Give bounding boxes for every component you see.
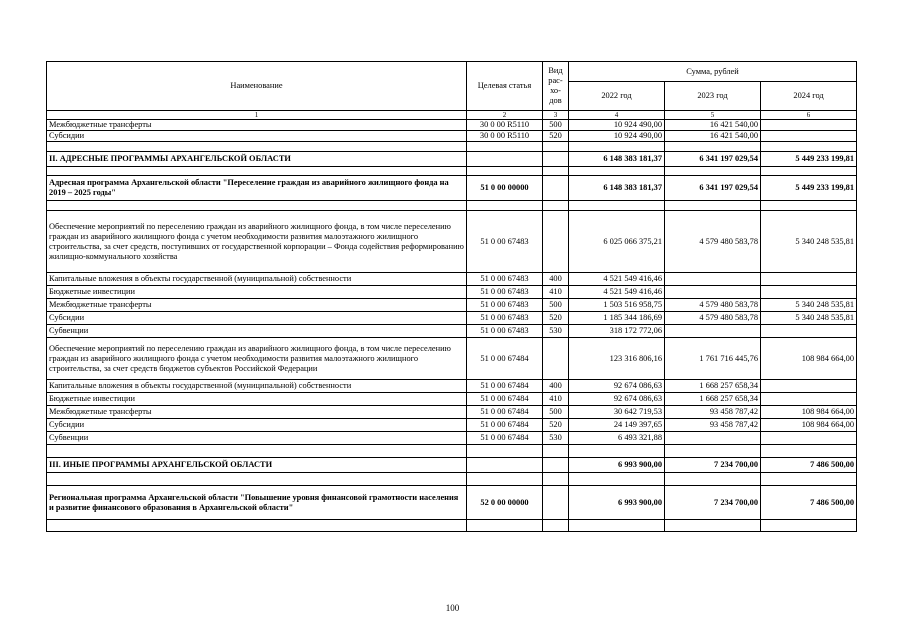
table-row xyxy=(47,131,857,142)
table-row xyxy=(47,299,857,312)
header-year-2023: 2023 год xyxy=(665,82,761,111)
row-sum-2023: 4 579 480 583,78 xyxy=(665,312,761,325)
table-row xyxy=(47,380,857,393)
row-sum-2023: 1 668 257 658,34 xyxy=(665,393,761,406)
row-expense-type xyxy=(543,201,569,211)
row-target-article: 51 0 00 67484 xyxy=(467,380,543,393)
row-sum-2022: 1 503 516 958,75 xyxy=(569,299,665,312)
row-target-article xyxy=(467,445,543,458)
row-sum-2022: 123 316 806,16 xyxy=(569,338,665,380)
row-name: Субсидии xyxy=(47,419,467,432)
row-sum-2024 xyxy=(761,286,857,299)
row-sum-2024 xyxy=(761,142,857,152)
row-expense-type: 500 xyxy=(543,120,569,131)
row-target-article: 51 0 00 67483 xyxy=(467,273,543,286)
row-expense-type xyxy=(543,445,569,458)
row-sum-2023: 1 761 716 445,76 xyxy=(665,338,761,380)
row-sum-2022: 6 025 066 375,21 xyxy=(569,211,665,273)
table-row xyxy=(47,406,857,419)
table-row xyxy=(47,286,857,299)
row-name: Региональная программа Архангельской области "Повышение уровня финансовой грамотности населения и развитие финансового образования в Архангельской области" xyxy=(47,486,467,520)
row-sum-2022: 6 493 321,88 xyxy=(569,432,665,445)
table-row xyxy=(47,458,857,473)
row-sum-2022 xyxy=(569,445,665,458)
header-row-1 xyxy=(47,62,857,82)
row-sum-2024: 5 449 233 199,81 xyxy=(761,152,857,167)
row-expense-type: 520 xyxy=(543,131,569,142)
row-name: Бюджетные инвестиции xyxy=(47,286,467,299)
row-expense-type xyxy=(543,142,569,152)
row-target-article xyxy=(467,142,543,152)
row-expense-type xyxy=(543,211,569,273)
table-row xyxy=(47,201,857,211)
row-sum-2022 xyxy=(569,142,665,152)
row-sum-2024: 5 340 248 535,81 xyxy=(761,312,857,325)
row-sum-2022: 6 148 383 181,37 xyxy=(569,152,665,167)
row-expense-type xyxy=(543,152,569,167)
row-target-article xyxy=(467,167,543,176)
row-expense-type: 520 xyxy=(543,312,569,325)
col-index: 4 xyxy=(569,111,665,120)
row-sum-2023 xyxy=(665,286,761,299)
row-sum-2024 xyxy=(761,380,857,393)
row-sum-2023: 16 421 540,00 xyxy=(665,120,761,131)
table-row xyxy=(47,167,857,176)
row-sum-2023: 93 458 787,42 xyxy=(665,419,761,432)
row-name: Капитальные вложения в объекты государственной (муниципальной) собственности xyxy=(47,380,467,393)
row-target-article: 51 0 00 67483 xyxy=(467,211,543,273)
row-expense-type xyxy=(543,338,569,380)
row-sum-2022: 10 924 490,00 xyxy=(569,131,665,142)
row-name: Субвенции xyxy=(47,432,467,445)
row-sum-2023: 93 458 787,42 xyxy=(665,406,761,419)
row-sum-2023: 7 234 700,00 xyxy=(665,486,761,520)
row-sum-2023: 4 579 480 583,78 xyxy=(665,299,761,312)
row-sum-2024 xyxy=(761,432,857,445)
row-name xyxy=(47,142,467,152)
header-name: Наименование xyxy=(47,62,467,111)
row-sum-2023: 6 341 197 029,54 xyxy=(665,152,761,167)
table-row xyxy=(47,211,857,273)
row-expense-type xyxy=(543,167,569,176)
row-target-article: 51 0 00 00000 xyxy=(467,176,543,201)
row-expense-type: 400 xyxy=(543,380,569,393)
row-sum-2022: 4 521 549 416,46 xyxy=(569,273,665,286)
row-target-article: 51 0 00 67484 xyxy=(467,393,543,406)
row-target-article: 51 0 00 67483 xyxy=(467,286,543,299)
row-sum-2024: 5 340 248 535,81 xyxy=(761,299,857,312)
header-expense-type: Вид рас-хо-дов xyxy=(543,62,569,111)
header-sum: Сумма, рублей xyxy=(569,62,857,82)
table-row xyxy=(47,486,857,520)
row-target-article: 30 0 00 R5110 xyxy=(467,131,543,142)
row-name xyxy=(47,167,467,176)
table-row xyxy=(47,393,857,406)
row-name: Обеспечение мероприятий по переселению граждан из аварийного жилищного фонда, в том числе переселению граждан из аварийного жилищного фонда с учетом необходимости развития малоэтажного жилищного строительства, за счет средств, поступивших от государственной корпорации – Фонда содействия реформированию жилищно-коммунального хозяйства xyxy=(47,211,467,273)
column-index-row xyxy=(47,111,857,120)
table-row xyxy=(47,120,857,131)
row-sum-2022: 318 172 772,06 xyxy=(569,325,665,338)
row-sum-2024: 108 984 664,00 xyxy=(761,338,857,380)
row-sum-2024 xyxy=(761,120,857,131)
row-expense-type: 530 xyxy=(543,325,569,338)
col-index: 3 xyxy=(543,111,569,120)
row-sum-2024 xyxy=(761,167,857,176)
table-row xyxy=(47,419,857,432)
table-row xyxy=(47,473,857,486)
row-expense-type: 400 xyxy=(543,273,569,286)
row-sum-2024 xyxy=(761,273,857,286)
table-row xyxy=(47,445,857,458)
col-index: 5 xyxy=(665,111,761,120)
row-target-article: 51 0 00 67484 xyxy=(467,432,543,445)
row-sum-2024: 108 984 664,00 xyxy=(761,419,857,432)
row-name: Обеспечение мероприятий по переселению граждан из аварийного жилищного фонда, в том числе переселению граждан из аварийного жилищного фонда с учетом необходимости развития малоэтажного жилищного строительства, за счет средств бюджетов субъектов Российской Федерации xyxy=(47,338,467,380)
row-target-article: 51 0 00 67483 xyxy=(467,312,543,325)
row-expense-type xyxy=(543,458,569,473)
row-sum-2022 xyxy=(569,473,665,486)
table-row xyxy=(47,273,857,286)
row-sum-2024 xyxy=(761,520,857,532)
row-name: II. АДРЕСНЫЕ ПРОГРАММЫ АРХАНГЕЛЬСКОЙ ОБЛАСТИ xyxy=(47,152,467,167)
row-name: Субсидии xyxy=(47,312,467,325)
row-sum-2023: 16 421 540,00 xyxy=(665,131,761,142)
row-expense-type: 500 xyxy=(543,299,569,312)
row-sum-2023 xyxy=(665,432,761,445)
row-expense-type: 520 xyxy=(543,419,569,432)
row-sum-2022: 24 149 397,65 xyxy=(569,419,665,432)
row-sum-2024: 5 449 233 199,81 xyxy=(761,176,857,201)
row-expense-type xyxy=(543,176,569,201)
row-sum-2023 xyxy=(665,273,761,286)
row-sum-2024: 5 340 248 535,81 xyxy=(761,211,857,273)
row-name: Бюджетные инвестиции xyxy=(47,393,467,406)
row-expense-type: 500 xyxy=(543,406,569,419)
row-sum-2024: 108 984 664,00 xyxy=(761,406,857,419)
row-sum-2022: 4 521 549 416,46 xyxy=(569,286,665,299)
row-sum-2023 xyxy=(665,142,761,152)
row-target-article xyxy=(467,152,543,167)
row-name: Субсидии xyxy=(47,131,467,142)
row-target-article xyxy=(467,520,543,532)
row-target-article: 52 0 00 00000 xyxy=(467,486,543,520)
row-target-article xyxy=(467,458,543,473)
row-sum-2023 xyxy=(665,167,761,176)
row-name xyxy=(47,520,467,532)
row-sum-2022: 6 148 383 181,37 xyxy=(569,176,665,201)
row-name: Адресная программа Архангельской области "Переселение граждан из аварийного жилищного фонда на 2019 – 2025 годы" xyxy=(47,176,467,201)
row-sum-2022 xyxy=(569,201,665,211)
row-name: Межбюджетные трансферты xyxy=(47,120,467,131)
row-target-article: 51 0 00 67484 xyxy=(467,419,543,432)
row-sum-2023: 4 579 480 583,78 xyxy=(665,211,761,273)
row-expense-type: 530 xyxy=(543,432,569,445)
row-sum-2023: 7 234 700,00 xyxy=(665,458,761,473)
row-target-article: 30 0 00 R5110 xyxy=(467,120,543,131)
row-name: Межбюджетные трансферты xyxy=(47,406,467,419)
row-sum-2024 xyxy=(761,201,857,211)
budget-table xyxy=(46,61,857,532)
row-sum-2024 xyxy=(761,393,857,406)
row-name xyxy=(47,445,467,458)
col-index: 6 xyxy=(761,111,857,120)
row-sum-2023: 1 668 257 658,34 xyxy=(665,380,761,393)
col-index: 2 xyxy=(467,111,543,120)
row-sum-2024 xyxy=(761,131,857,142)
row-name xyxy=(47,473,467,486)
row-sum-2024: 7 486 500,00 xyxy=(761,486,857,520)
row-target-article: 51 0 00 67483 xyxy=(467,325,543,338)
row-sum-2022: 1 185 344 186,69 xyxy=(569,312,665,325)
table-row xyxy=(47,338,857,380)
row-sum-2022: 92 674 086,63 xyxy=(569,393,665,406)
table-row xyxy=(47,312,857,325)
row-name: III. ИНЫЕ ПРОГРАММЫ АРХАНГЕЛЬСКОЙ ОБЛАСТИ xyxy=(47,458,467,473)
table-row xyxy=(47,152,857,167)
header-year-2022: 2022 год xyxy=(569,82,665,111)
header-target-article: Целевая статья xyxy=(467,62,543,111)
row-sum-2024 xyxy=(761,473,857,486)
row-name: Межбюджетные трансферты xyxy=(47,299,467,312)
row-sum-2023 xyxy=(665,520,761,532)
table-row xyxy=(47,142,857,152)
row-expense-type xyxy=(543,486,569,520)
col-index: 1 xyxy=(47,111,467,120)
row-expense-type xyxy=(543,473,569,486)
row-name: Капитальные вложения в объекты государственной (муниципальной) собственности xyxy=(47,273,467,286)
row-name: Субвенции xyxy=(47,325,467,338)
row-sum-2022: 6 993 900,00 xyxy=(569,458,665,473)
row-sum-2022: 30 642 719,53 xyxy=(569,406,665,419)
row-target-article xyxy=(467,201,543,211)
row-expense-type: 410 xyxy=(543,286,569,299)
table-row xyxy=(47,325,857,338)
row-sum-2023 xyxy=(665,325,761,338)
row-sum-2022: 92 674 086,63 xyxy=(569,380,665,393)
row-sum-2024: 7 486 500,00 xyxy=(761,458,857,473)
row-sum-2022: 6 993 900,00 xyxy=(569,486,665,520)
table-row xyxy=(47,432,857,445)
row-sum-2024 xyxy=(761,445,857,458)
row-sum-2023 xyxy=(665,201,761,211)
row-expense-type: 410 xyxy=(543,393,569,406)
table-row xyxy=(47,520,857,532)
row-name xyxy=(47,201,467,211)
row-sum-2023 xyxy=(665,445,761,458)
row-target-article: 51 0 00 67484 xyxy=(467,338,543,380)
row-expense-type xyxy=(543,520,569,532)
row-target-article xyxy=(467,473,543,486)
row-sum-2022 xyxy=(569,520,665,532)
row-sum-2024 xyxy=(761,325,857,338)
row-target-article: 51 0 00 67483 xyxy=(467,299,543,312)
row-sum-2022: 10 924 490,00 xyxy=(569,120,665,131)
row-sum-2022 xyxy=(569,167,665,176)
row-target-article: 51 0 00 67484 xyxy=(467,406,543,419)
row-sum-2023: 6 341 197 029,54 xyxy=(665,176,761,201)
table-row xyxy=(47,176,857,201)
page-number: 100 xyxy=(445,603,460,613)
row-sum-2023 xyxy=(665,473,761,486)
header-year-2024: 2024 год xyxy=(761,82,857,111)
